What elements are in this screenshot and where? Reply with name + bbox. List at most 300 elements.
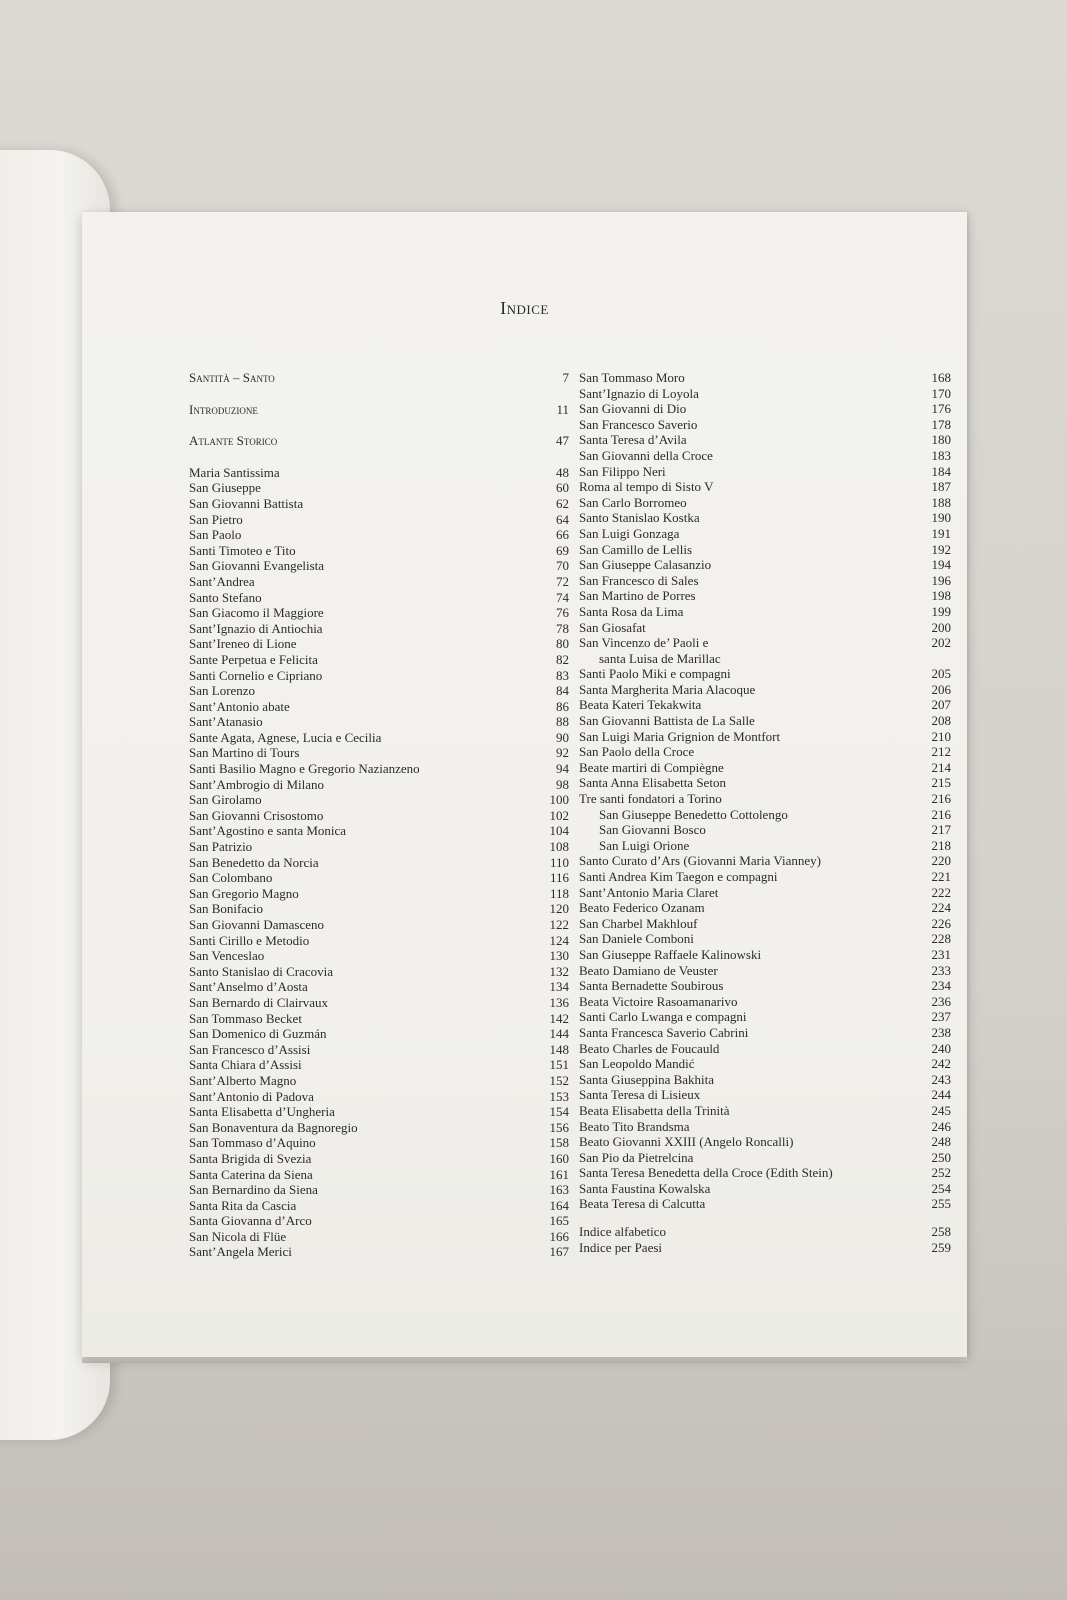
index-entry: [189, 699, 569, 715]
entry-page-number: 243: [931, 1071, 951, 1087]
index-entry: [189, 1167, 569, 1183]
entry-page-number: 208: [931, 713, 951, 729]
entry-title: San Pio da Pietrelcina: [579, 1149, 694, 1165]
entry-title: San Benedetto da Norcia: [189, 854, 319, 870]
entry-title: Santo Stefano: [189, 589, 262, 605]
entry-title: Roma al tempo di Sisto V: [579, 479, 714, 495]
index-entry: [189, 465, 569, 481]
entry-title: Santi Timoteo e Tito: [189, 542, 296, 558]
entry-title: San Pietro: [189, 511, 243, 527]
entry-title: Santi Carlo Lwanga e compagni: [579, 1009, 747, 1025]
index-entry: [579, 1009, 951, 1025]
index-entry: [579, 807, 951, 823]
entry-page-number: 134: [549, 979, 569, 995]
entry-title: San Paolo della Croce: [579, 744, 695, 760]
entry-title: Santi Paolo Miki e compagni: [579, 666, 731, 682]
entry-title: San Carlo Borromeo: [579, 494, 687, 510]
entry-page-number: 100: [549, 792, 569, 808]
entry-title: Sant’Antonio abate: [189, 698, 290, 714]
entry-page-number: 170: [931, 385, 951, 401]
entry-page-number: 166: [549, 1228, 569, 1244]
index-entry: [579, 697, 951, 713]
index-entry: [579, 885, 951, 901]
entry-page-number: 206: [931, 681, 951, 697]
entry-page-number: 183: [931, 447, 951, 463]
index-entry: [189, 605, 569, 621]
section-row: [189, 402, 569, 418]
entry-page-number: 207: [931, 697, 951, 713]
index-entry: [189, 1104, 569, 1120]
index-entry: [189, 761, 569, 777]
index-entry: [579, 682, 951, 698]
entry-title: San Lorenzo: [189, 683, 256, 699]
entry-page-number: 248: [931, 1134, 951, 1150]
index-entry: [579, 1103, 951, 1119]
index-entry: [579, 791, 951, 807]
entry-page-number: 83: [556, 667, 569, 683]
entry-title: Santa Rosa da Lima: [579, 603, 684, 619]
index-entry: [579, 495, 951, 511]
entry-title: San Giuseppe Calasanzio: [579, 557, 712, 573]
entry-page-number: 90: [556, 729, 569, 745]
entry-title: Beata Kateri Tekakwita: [579, 697, 702, 713]
entry-page-number: 130: [549, 948, 569, 964]
entry-title: Santi Basilio Magno e Gregorio Nazianzeno: [189, 761, 420, 777]
index-entry: [189, 1229, 569, 1245]
entry-title: San Bonifacio: [189, 901, 264, 917]
index-entry: [579, 1072, 951, 1088]
entry-title: San Filippo Neri: [579, 463, 666, 479]
index-entry: [189, 480, 569, 496]
entry-page-number: 234: [931, 978, 951, 994]
entry-page-number: 198: [931, 588, 951, 604]
index-entry: [579, 1134, 951, 1150]
entry-page-number: 94: [556, 761, 569, 777]
index-entry: [579, 479, 951, 495]
entry-page-number: 72: [556, 573, 569, 589]
index-entry: [189, 527, 569, 543]
entry-page-number: 167: [549, 1244, 569, 1260]
index-entry: [579, 744, 951, 760]
entry-title: San Giovanni della Croce: [579, 447, 713, 463]
entry-page-number: 168: [931, 370, 951, 385]
index-entry: [189, 1042, 569, 1058]
entry-title: Sant’Alberto Magno: [189, 1072, 297, 1088]
entry-title: San Giovanni Damasceno: [189, 917, 325, 932]
entry-page-number: 74: [556, 589, 569, 605]
entry-page-number: 62: [556, 495, 569, 511]
entry-title: Santi Andrea Kim Taegon e compagni: [579, 869, 778, 884]
index-entry: [579, 1041, 951, 1057]
entry-page-number: 205: [931, 666, 951, 682]
entry-title: Sant’Ireneo di Lione: [189, 636, 297, 652]
index-entry: [189, 745, 569, 761]
entry-page-number: 250: [931, 1149, 951, 1165]
index-entry: [189, 1198, 569, 1214]
entry-page-number: 66: [556, 527, 569, 543]
index-entry: [189, 574, 569, 590]
entry-title: Santo Stanislao Kostka: [579, 510, 700, 526]
index-entry: [579, 651, 951, 667]
entry-title: San Luigi Orione: [599, 837, 690, 853]
index-entry: [189, 714, 569, 730]
page-title: Indice: [500, 298, 549, 318]
index-entry: [189, 870, 569, 886]
index-entry: [579, 542, 951, 558]
entry-title: Sant’Angela Merici: [189, 1244, 292, 1260]
entry-page-number: 224: [931, 900, 951, 916]
entry-title: Beato Federico Ozanam: [579, 900, 705, 916]
right-column: [579, 370, 951, 1255]
index-entry: [579, 775, 951, 791]
index-page: [82, 212, 967, 1357]
entry-title: Sant’Antonio di Padova: [189, 1088, 314, 1104]
entry-page-number: 70: [556, 558, 569, 574]
index-entry: [189, 839, 569, 855]
index-entry: [579, 510, 951, 526]
entry-title: San Bernardo di Clairvaux: [189, 994, 328, 1010]
entry-title: Sant’Andrea: [189, 573, 255, 589]
index-entry: [579, 1119, 951, 1135]
entry-page-number: 136: [549, 994, 569, 1010]
entry-title: Santa Giovanna d’Arco: [189, 1213, 312, 1229]
entry-title: Sant’Anselmo d’Aosta: [189, 979, 308, 995]
entry-page-number: 184: [931, 463, 951, 479]
entry-title: Santi Cornelio e Cipriano: [189, 667, 323, 683]
entry-page-number: 64: [556, 511, 569, 527]
entry-page-number: 190: [931, 510, 951, 526]
index-entry: [579, 916, 951, 932]
index-entry: [579, 729, 951, 745]
entry-title: Sant’Ignazio di Loyola: [579, 385, 699, 401]
entry-title: San Martino di Tours: [189, 745, 300, 761]
index-entry: [189, 636, 569, 652]
entry-title: San Francesco d’Assisi: [189, 1041, 311, 1057]
entry-title: Sante Agata, Agnese, Lucia e Cecilia: [189, 729, 382, 745]
entry-page-number: 192: [931, 541, 951, 557]
index-entry: [189, 512, 569, 528]
entry-title: San Giuseppe Benedetto Cottolengo: [599, 806, 788, 822]
entry-title: Beate martiri di Compiègne: [579, 759, 724, 775]
entry-page-number: 237: [931, 1009, 951, 1025]
entry-page-number: 214: [931, 759, 951, 775]
entry-page-number: 153: [549, 1088, 569, 1104]
entry-title: Beato Damiano de Veuster: [579, 962, 718, 978]
index-entry: [579, 464, 951, 480]
index-entry: [579, 760, 951, 776]
index-entry: [189, 948, 569, 964]
index-entry: [189, 558, 569, 574]
entry-page-number: 187: [931, 479, 951, 495]
index-entry: [189, 995, 569, 1011]
entry-title: San Charbel Makhlouf: [579, 915, 698, 931]
entry-page-number: 120: [549, 901, 569, 917]
index-entry: [189, 1135, 569, 1151]
index-entry: [189, 933, 569, 949]
entry-page-number: 244: [931, 1087, 951, 1103]
index-entry: [579, 573, 951, 589]
index-entry: [189, 1057, 569, 1073]
entry-page-number: 86: [556, 698, 569, 714]
entry-page-number: 82: [556, 651, 569, 667]
index-entry: [189, 855, 569, 871]
entry-page-number: 216: [931, 791, 951, 807]
index-entry: [579, 588, 951, 604]
entry-title: San Giovanni Battista de La Salle: [579, 713, 755, 729]
entry-page-number: 236: [931, 993, 951, 1009]
entry-page-number: 48: [556, 464, 569, 480]
entry-title: San Giovanni di Dio: [579, 401, 687, 417]
entry-page-number: 148: [549, 1041, 569, 1057]
index-entry: [579, 604, 951, 620]
index-entry: [579, 370, 951, 386]
entry-page-number: 142: [549, 1010, 569, 1026]
entry-page-number: 163: [549, 1182, 569, 1198]
entry-page-number: [921, 651, 951, 667]
index-entry: [189, 823, 569, 839]
index-entry: [579, 1224, 951, 1240]
entry-title: San Luigi Maria Grignion de Montfort: [579, 728, 781, 744]
entry-title: Santi Cirillo e Metodio: [189, 932, 310, 948]
entry-page-number: 164: [549, 1197, 569, 1213]
entry-title: San Camillo de Lellis: [579, 541, 693, 557]
index-entry: [579, 417, 951, 433]
entry-title: Atlante Storico: [189, 433, 278, 449]
entry-title: San Daniele Comboni: [579, 931, 694, 947]
entry-title: Santa Teresa di Lisieux: [579, 1087, 701, 1103]
entry-page-number: 88: [556, 714, 569, 730]
entry-title: Santa Anna Elisabetta Seton: [579, 775, 726, 791]
index-entry: [189, 668, 569, 684]
index-entry: [579, 401, 951, 417]
entry-page-number: 92: [556, 745, 569, 761]
entry-title: San Giovanni Evangelista: [189, 558, 325, 574]
entry-page-number: 98: [556, 776, 569, 792]
index-entry: [189, 917, 569, 933]
entry-title: San Vincenzo de’ Paoli e: [579, 635, 709, 651]
index-entry: [189, 808, 569, 824]
entry-page-number: 110: [549, 854, 569, 870]
index-entry: [579, 1056, 951, 1072]
index-entry: [579, 900, 951, 916]
entry-page-number: 108: [549, 839, 569, 855]
entry-page-number: 226: [931, 915, 951, 931]
index-entry: [579, 1150, 951, 1166]
entry-title: Santità – Santo: [189, 370, 275, 385]
index-entry: [189, 730, 569, 746]
index-entry: [579, 853, 951, 869]
entry-page-number: 217: [931, 822, 951, 838]
entry-title: Santa Bernadette Soubirous: [579, 978, 724, 994]
entry-title: San Gregorio Magno: [189, 885, 299, 901]
entry-page-number: 122: [549, 917, 569, 932]
entry-title: San Tommaso d’Aquino: [189, 1135, 316, 1151]
entry-title: Santa Elisabetta d’Ungheria: [189, 1104, 335, 1120]
entry-title: San Girolamo: [189, 792, 262, 808]
entry-page-number: 242: [931, 1056, 951, 1072]
index-entry: [189, 621, 569, 637]
entry-page-number: 7: [562, 370, 569, 385]
book-edge: [82, 1357, 967, 1363]
entry-page-number: 161: [549, 1166, 569, 1182]
entry-title: Maria Santissima: [189, 464, 280, 480]
index-entry: [189, 652, 569, 668]
index-entry: [189, 964, 569, 980]
index-entry: [579, 978, 951, 994]
entry-title: Beato Charles de Foucauld: [579, 1040, 720, 1056]
entry-page-number: 132: [549, 963, 569, 979]
entry-title: San Paolo: [189, 527, 242, 543]
index-entry: [189, 1073, 569, 1089]
entry-title: San Giovanni Battista: [189, 495, 304, 511]
entry-title: San Giacomo il Maggiore: [189, 605, 324, 621]
section-list: [189, 370, 569, 449]
entry-page-number: 158: [549, 1135, 569, 1151]
entry-page-number: 231: [931, 946, 951, 962]
entry-title: Indice alfabetico: [579, 1224, 666, 1240]
entry-title: San Giuseppe: [189, 480, 261, 496]
entry-title: Sant’Antonio Maria Claret: [579, 884, 719, 900]
index-entry: [579, 1196, 951, 1212]
entry-title: Santa Caterina da Siena: [189, 1166, 313, 1182]
appendix-list: [579, 1224, 951, 1255]
index-entry: [189, 1244, 569, 1260]
entry-title: Santa Margherita Maria Alacoque: [579, 681, 756, 697]
entry-title: Santa Faustina Kowalska: [579, 1180, 711, 1196]
index-entry: [579, 557, 951, 573]
entry-page-number: 47: [556, 433, 569, 449]
index-entry: [189, 777, 569, 793]
entry-page-number: 252: [931, 1165, 951, 1181]
entry-page-number: 194: [931, 557, 951, 573]
entry-title: Santa Rita da Cascia: [189, 1197, 297, 1213]
entry-title: Beata Teresa di Calcutta: [579, 1196, 706, 1212]
index-entry: [579, 432, 951, 448]
entry-title: Beato Giovanni XXIII (Angelo Roncalli): [579, 1134, 794, 1150]
entry-page-number: 178: [931, 416, 951, 432]
entry-title: San Colombano: [189, 870, 273, 886]
index-entry: [579, 526, 951, 542]
entry-page-number: 118: [549, 885, 569, 901]
entry-title: San Giovanni Crisostomo: [189, 807, 324, 823]
entry-list: [189, 465, 569, 1260]
entry-title: San Martino de Porres: [579, 588, 696, 604]
entry-page-number: 116: [549, 870, 569, 886]
entry-page-number: 154: [549, 1104, 569, 1120]
entry-page-number: 196: [931, 572, 951, 588]
entry-page-number: 246: [931, 1118, 951, 1134]
index-entry: [579, 1240, 951, 1256]
index-entry: [579, 963, 951, 979]
entry-page-number: 222: [931, 884, 951, 900]
index-entry: [579, 994, 951, 1010]
entry-title: Sant’Atanasio: [189, 714, 263, 730]
entry-title: Sant’Ambrogio di Milano: [189, 776, 325, 792]
entry-page-number: 202: [931, 635, 951, 651]
entry-page-number: 78: [556, 620, 569, 636]
entry-page-number: 210: [931, 728, 951, 744]
entry-title: Beata Victoire Rasoamanarivo: [579, 993, 738, 1009]
entry-page-number: 238: [931, 1024, 951, 1040]
entry-title: San Giosafat: [579, 619, 646, 635]
entry-page-number: 240: [931, 1040, 951, 1056]
entry-title: San Venceslao: [189, 948, 265, 964]
entry-page-number: 165: [549, 1213, 569, 1229]
entry-title: Santa Chiara d’Assisi: [189, 1057, 302, 1073]
entry-page-number: 102: [549, 807, 569, 823]
entry-page-number: 228: [931, 931, 951, 947]
entry-page-number: 216: [931, 806, 951, 822]
index-entry: [189, 496, 569, 512]
entry-page-number: 191: [931, 525, 951, 541]
section-row: [189, 370, 569, 386]
entry-title: San Nicola di Flüe: [189, 1228, 287, 1244]
entry-title: Santa Giuseppina Bakhita: [579, 1071, 715, 1087]
entry-page-number: 84: [556, 683, 569, 699]
entry-page-number: 124: [549, 932, 569, 948]
entry-page-number: 199: [931, 603, 951, 619]
entry-page-number: 144: [549, 1026, 569, 1042]
index-entry: [579, 1087, 951, 1103]
entry-title: Santa Teresa d’Avila: [579, 432, 687, 448]
entry-page-number: 254: [931, 1180, 951, 1196]
index-entry: [579, 1181, 951, 1197]
index-entry: [189, 590, 569, 606]
entry-page-number: 258: [931, 1224, 951, 1240]
entry-title: Santa Brigida di Svezia: [189, 1150, 312, 1166]
entry-title: San Patrizio: [189, 839, 253, 855]
entry-page-number: 215: [931, 775, 951, 791]
entry-page-number: 221: [931, 869, 951, 884]
entry-page-number: 218: [931, 837, 951, 853]
entry-title: Sant’Agostino e santa Monica: [189, 823, 347, 839]
index-entry: [579, 666, 951, 682]
index-entry: [579, 713, 951, 729]
index-entry: [579, 822, 951, 838]
entry-title: San Bonaventura da Bagnoregio: [189, 1119, 358, 1135]
entry-page-number: 220: [931, 853, 951, 869]
entry-title: Tre santi fondatori a Torino: [579, 791, 722, 807]
entry-page-number: 176: [931, 401, 951, 417]
entry-title: Sant’Ignazio di Antiochia: [189, 620, 323, 636]
entry-title: San Leopoldo Mandić: [579, 1056, 695, 1072]
entry-page-number: 156: [549, 1119, 569, 1135]
entry-title: San Giuseppe Raffaele Kalinowski: [579, 946, 762, 962]
entry-page-number: 188: [931, 494, 951, 510]
index-entry: [579, 1025, 951, 1041]
index-entry: [579, 838, 951, 854]
entry-title: Santo Stanislao di Cracovia: [189, 963, 334, 979]
entry-title: Beata Elisabetta della Trinità: [579, 1102, 730, 1118]
index-entry: [189, 1213, 569, 1229]
entry-title: Introduzione: [189, 401, 258, 417]
entry-page-number: 104: [549, 823, 569, 839]
entry-page-number: 200: [931, 619, 951, 635]
index-entry: [189, 683, 569, 699]
index-entry: [579, 1165, 951, 1181]
entry-page-number: 259: [931, 1239, 951, 1255]
index-entry: [189, 1120, 569, 1136]
index-entry: [189, 792, 569, 808]
entry-title: Santa Francesca Saverio Cabrini: [579, 1024, 749, 1040]
index-entry: [189, 1182, 569, 1198]
entry-title: Beato Tito Brandsma: [579, 1118, 690, 1134]
index-entry: [579, 635, 951, 651]
index-entry: [189, 979, 569, 995]
left-column: [189, 370, 569, 1260]
index-entry: [189, 1151, 569, 1167]
entry-title: Santo Curato d’Ars (Giovanni Maria Vianney): [579, 853, 821, 869]
